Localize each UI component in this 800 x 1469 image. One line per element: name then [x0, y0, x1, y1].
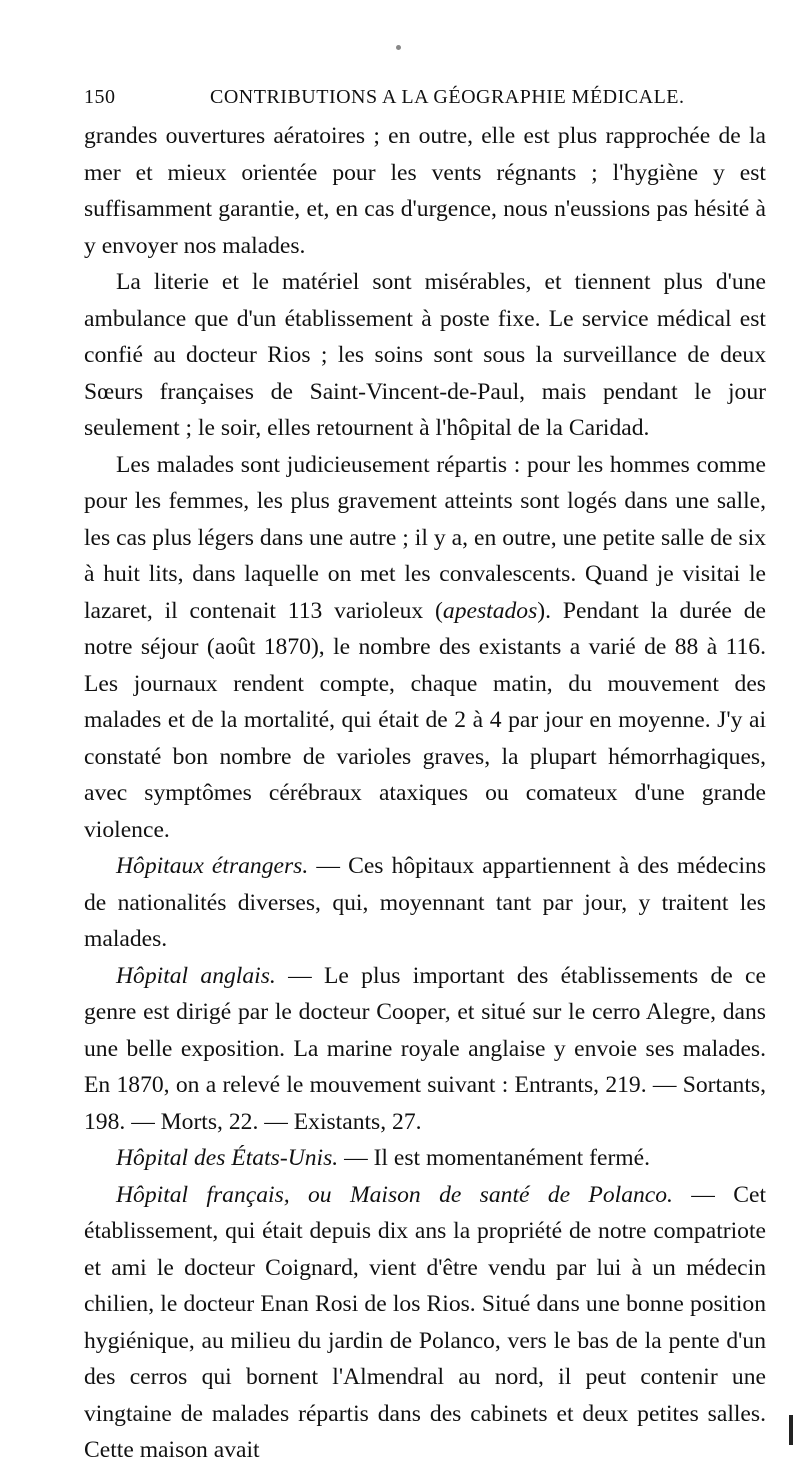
paragraph: grandes ouvertures aératoires ; en outre, elle est plus rapprochée de la mer et mieux orientée pour les vents régnants ; l'hygiène y est suffisamment garantie, et, en cas d'urgence, nous n'eussions pas hésité à y envoyer nos malades.: [84, 123, 766, 259]
scan-edge-mark: [789, 1415, 793, 1445]
paragraph-text: ). Pendant la durée de notre séjour (août 1870), le nombre des existants a varié de 88 à 116. Les journaux rendent compte, chaque matin, du mouvement des malades et de la mortalité, qui était de 2 à 4 par jour en moyenne. J'y ai constaté bon nombre de varioles graves, la plupart hémorrhagiques, avec symptômes cérébraux ataxiques ou comateux d'une grande violence.: [84, 597, 766, 843]
section-heading: Hôpital anglais.: [116, 962, 276, 989]
paragraph: [84, 958, 766, 1141]
paragraph: La literie et le matériel sont misérables, et tiennent plus d'une ambulance que d'un établissement à poste fixe. Le service médical est confié au docteur Rios ; les soins sont sous la surveillance de deux Sœurs françaises de Saint-Vincent-de-Paul, mais pendant le jour seulement ; le soir, elles retournent à l'hôpital de la Caridad.: [84, 269, 766, 441]
paragraph: [84, 1140, 766, 1177]
italic-term: apestados: [442, 597, 538, 624]
section-heading: Hôpitaux étrangers.: [116, 853, 309, 879]
page-number: 150: [84, 86, 116, 108]
running-title: CONTRIBUTIONS A LA GÉOGRAPHIE MÉDICALE.: [210, 86, 685, 108]
running-header: [84, 86, 764, 116]
paragraph-text: Les malades sont judicieusement répartis : pour les hommes comme pour les femmes, les plus gravement atteints sont logés dans une salle, les cas plus légers dans une autre ; il y a, en outre, une petite salle de six à huit lits, dans laquelle on met les convalescents. Quand je visitai le lazaret, il contenait 113 varioleux (: [84, 451, 766, 624]
paragraph-text: — Ces hôpitaux appartiennent à des médecins de nationalités diverses, qui, moyennant tant par jour, y traitent les malades.: [84, 853, 766, 952]
paragraph: [84, 447, 766, 849]
section-heading: Hôpital des États-Unis.: [116, 1145, 339, 1171]
body-text: [84, 118, 766, 1469]
section-heading: Hôpital français, ou Maison de santé de Polanco.: [116, 1181, 673, 1208]
paragraph-text: — Il est momentanément fermé.: [338, 1145, 651, 1171]
paragraph-text: — Cet établissement, qui était depuis dix ans la propriété de notre compatriote et ami le docteur Coignard, vient d'être vendu par lui à un médecin chilien, le docteur Enan Rosi de los Rios. Situé dans une bonne position hygiénique, au milieu du jardin de Polanco, vers le bas de la pente d'un des cerros qui bornent l'Almendral au nord, il peut contenir une vingtaine de malades répartis dans des cabinets et deux petites salles. Cette maison avait: [84, 1181, 767, 1463]
printer-mark: [396, 45, 401, 50]
paragraph: [84, 848, 766, 958]
paragraph-text: — Le plus important des établissements de ce genre est dirigé par le docteur Cooper, et situé sur le cerro Alegre, dans une belle exposition. La marine royale anglaise y envoie ses malades. En 1870, on a relevé le mouvement suivant : Entrants, 219. — Sortants, 198. — Morts, 22. — Existants, 27.: [84, 962, 766, 1135]
paragraph: [84, 1177, 766, 1469]
